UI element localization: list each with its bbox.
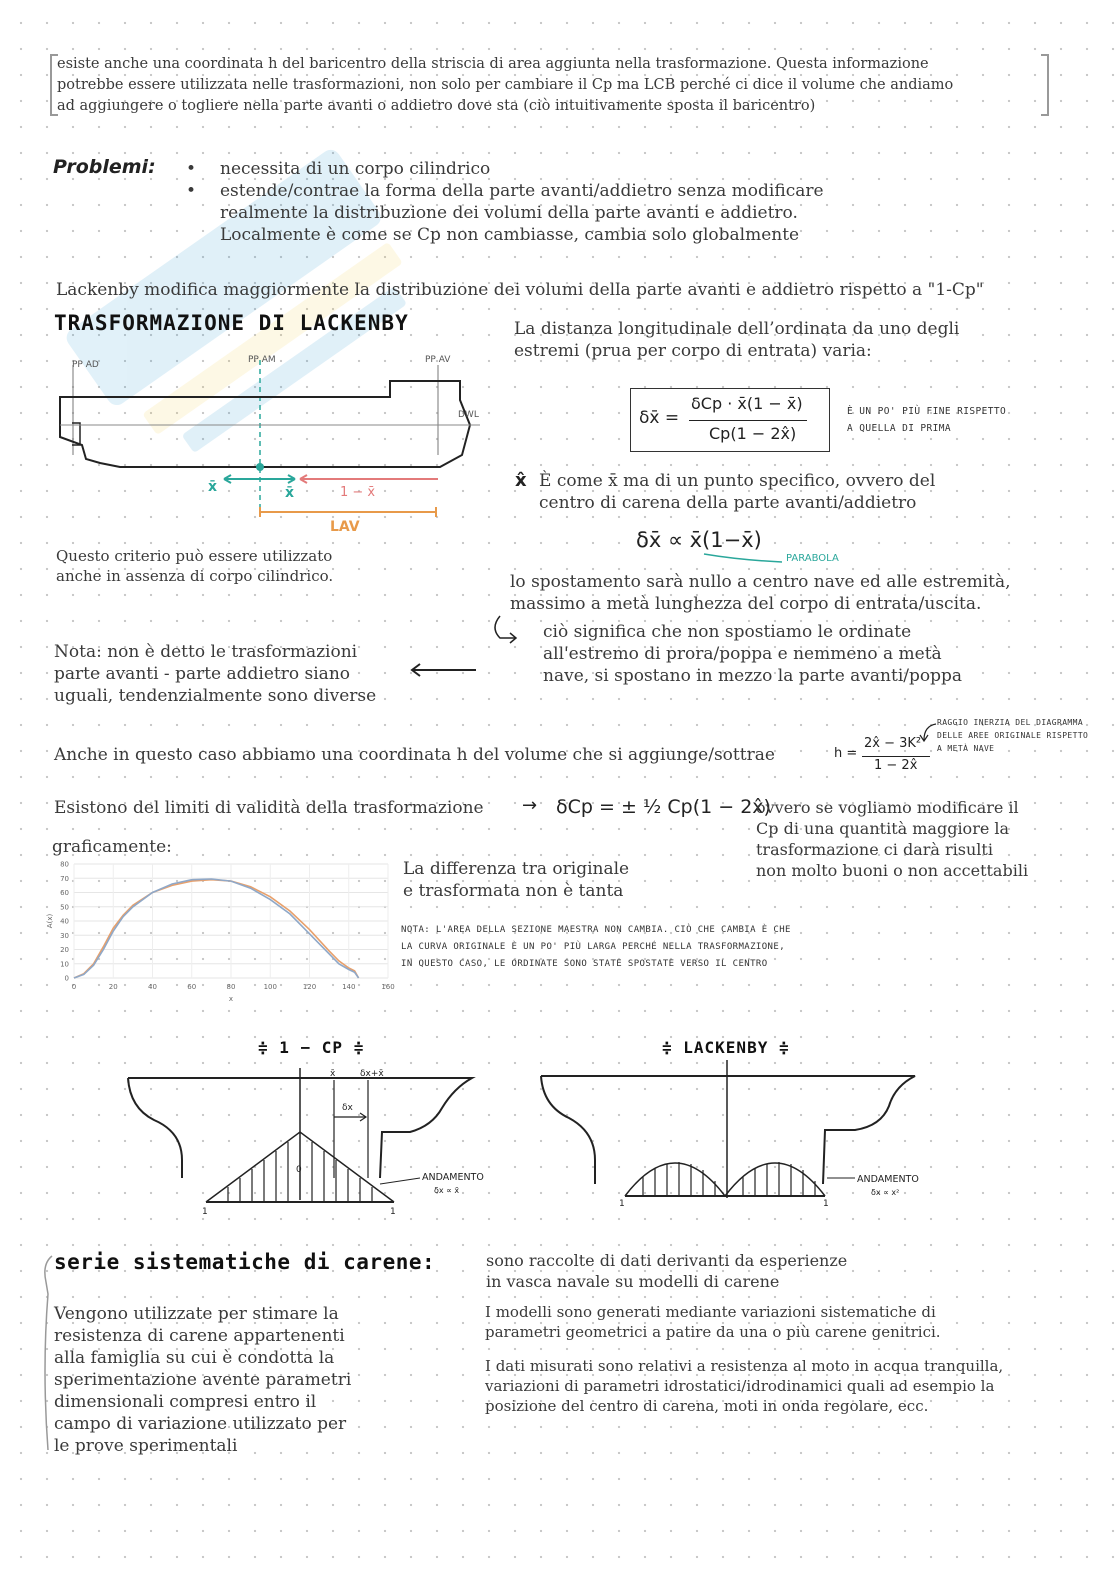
list-item: • estende/contrae la forma della parte avanti/addietro senza modificare: [186, 181, 824, 201]
serie-dati-text: I dati misurati sono relativi a resistenza al moto in acqua tranquilla, variazioni di parametri idrostatici/idrodinamici quali ad esempio la posizione del centro di carena, moti in onda regolare, ecc.: [485, 1357, 1004, 1415]
lackenby-title: TRASFORMAZIONE DI LACKENBY: [54, 311, 409, 335]
parabola-label: PARABOLA: [786, 553, 839, 564]
h-formula-denominator: 1 − 2x̂: [874, 758, 918, 773]
x-tick-label: 120: [302, 983, 317, 991]
andamento-sub-right: δx ∝ x²: [871, 1188, 900, 1197]
xbar-label: x̄: [330, 1069, 336, 1079]
left-arrow-icon: [408, 660, 480, 680]
x-tick-label: 20: [108, 983, 118, 991]
limiti-text: Esistono del limiti di validità della trasformazione: [54, 798, 484, 818]
dx-plus-x-label: δx+x̄: [360, 1069, 384, 1079]
area-curve-chart: [46, 858, 396, 1004]
xhat-text: È come x̄ ma di un punto specifico, ovvero del centro di carena della parte avanti/addietro: [539, 471, 936, 513]
y-tick-label: 70: [60, 874, 69, 883]
one-minus-x-label: 1 − x̄: [340, 485, 376, 500]
diagram-lackenby: [535, 1060, 935, 1220]
ship-profile-diagram: [50, 345, 490, 540]
intro-line-1: esiste anche una coordinata h del baricentro della striscia di area aggiunta nella trasformazione. Questa informazione: [57, 56, 929, 72]
dwl-label: DWL: [458, 410, 479, 420]
x-tick-label: 140: [342, 983, 356, 991]
intro-paragraph: [57, 54, 1047, 117]
andamento-sub-left: δx ∝ x̄: [434, 1186, 460, 1195]
criterio-text: Questo criterio può essere utilizzato anche in assenza di corpo cilindrico.: [56, 547, 334, 585]
serie-modelli-text: I modelli sono generati mediante variazioni sistematiche di parametri geometrici a patire da una o più carene genitrici.: [485, 1303, 941, 1341]
formula-numerator: δCp · x̄(1 − x̄): [691, 394, 803, 413]
x-tick-label: 40: [148, 983, 157, 991]
one-left-label: 1: [202, 1207, 208, 1217]
h-formula-numerator: 2x̂ − 3K²: [864, 736, 922, 751]
h-formula-bar: [862, 756, 930, 757]
serie-sono-text: sono raccolte di dati derivanti da esperienze in vasca navale su modelli di carene: [486, 1251, 848, 1291]
intro-line-2: potrebbe essere utilizzata nelle trasformazioni, non solo per cambiare il Cp ma LCB perché ci dice il volume che andiamo: [57, 77, 954, 93]
chart-nota-text: NOTA: L'AREA DELLA SEZIONE MAESTRA NON CAMBIA. CIÒ CHE CAMBIA È CHE LA CURVA ORIGINALE È UN PO' PIÙ LARGA PERCHÉ NELLA TRASFORMAZIONE, IN QUESTO CASO, LE ORDINATE SONO STATE SPOSTATE VERSO IL CENTRO: [401, 925, 791, 969]
series-line-trasformata: [74, 879, 359, 978]
x-mid-label: x̄: [285, 485, 295, 501]
y-tick-label: 20: [60, 946, 69, 954]
pp-ad-label: PP AD: [72, 360, 99, 370]
cio-text: ciò significa che non spostiamo le ordinate all'estremo di prora/poppa e nemmeno a metà nave, si spostano in mezzo la parte avanti/poppa: [543, 622, 963, 686]
one-right-label-lackenby: 1: [823, 1199, 829, 1209]
list-item: • necessita di un corpo cilindrico: [186, 159, 491, 179]
diagram-1cp-title: ≑ 1 − CP ≑: [258, 1038, 365, 1057]
ovvero-text: ovvero se vogliamo modificare il Cp di una quantità maggiore la trasformazione ci darà risulti non molto buoni o non accettabili: [756, 798, 1029, 880]
x-tick-label: 100: [263, 983, 277, 991]
andamento-label-left: ANDAMENTO: [422, 1172, 484, 1183]
dx-label: δx: [342, 1103, 353, 1113]
diagram-lackenby-title: ≑ LACKENBY ≑: [662, 1038, 790, 1057]
distanza-text: La distanza longitudinale dell’ordinata da uno degli estremi (prua per corpo di entrata) varia:: [514, 319, 960, 361]
graficamente-label: graficamente:: [52, 837, 172, 857]
curved-arrow-icon: [488, 612, 524, 648]
y-tick-label: 60: [60, 889, 69, 897]
x-axis-label: x: [228, 995, 234, 1003]
formula-lhs: δx̄ =: [639, 408, 680, 428]
problemi-label: Problemi:: [53, 156, 156, 178]
limiti-arrow: →: [522, 795, 538, 816]
x-tick-label: 80: [226, 983, 236, 991]
x-tick-label: 60: [187, 983, 197, 991]
parabola-underline: [700, 550, 790, 570]
proportional-formula: δx̄ ∝ x̄(1−x̄): [636, 528, 762, 552]
x-tick-label: 160: [381, 983, 395, 991]
serie-vengono-text: Vengono utilizzate per stimare la resistenza di carene appartenenti alla famiglia su cui è condotta la sperimentazione avente parametri dimensionali compresi entro il campo di variazione utilizzato per le prove sperimentali: [54, 1304, 352, 1456]
intro-line-3: ad aggiungere o togliere nella parte avanti o addietro dove sta (ciò intuitivamente sposta il baricentro): [57, 98, 816, 114]
y-axis-label: A(x): [46, 913, 54, 929]
one-right-label: 1: [390, 1207, 396, 1217]
y-tick-label: 80: [60, 860, 69, 869]
h-coord-text: Anche in questo caso abbiamo una coordinata h del volume che si aggiunge/sottrae: [54, 745, 775, 765]
y-tick-label: 40: [60, 917, 69, 926]
nota-text: Nota: non è detto le trasformazioni parte avanti - parte addietro siano uguali, tendenzialmente sono diverse: [54, 642, 377, 706]
problemi-list: • necessita di un corpo cilindrico • estende/contrae la forma della parte avanti/addietro senza modificare realmente la distribuzione dei volumi della parte avanti e addietro. Localmente è come se Cp non cambiasse, cambia solo globalmente: [220, 158, 920, 246]
h-formula-lhs: h =: [834, 746, 858, 761]
pp-av-label: PP AV: [425, 355, 451, 365]
x-left-label: x̄: [208, 479, 218, 495]
x-tick-label: 0: [71, 983, 77, 991]
pp-am-label: PP AM: [248, 355, 276, 365]
y-tick-label: 10: [60, 960, 69, 969]
andamento-label-right: ANDAMENTO: [857, 1174, 919, 1185]
zero-label: 0: [296, 1165, 302, 1175]
lav-label: LAV: [330, 519, 360, 535]
one-left-label-lackenby: 1: [619, 1199, 625, 1209]
formula-note: È UN PO' PIÙ FINE RISPETTO A QUELLA DI PRIMA: [847, 406, 1007, 434]
y-tick-label: 50: [60, 903, 69, 912]
y-tick-label: 30: [60, 931, 69, 940]
y-tick-label: 0: [64, 974, 69, 983]
formula-denominator: Cp(1 − 2x̂): [709, 424, 797, 443]
chart-diff-text: La differenza tra originale e trasformata non è tanta: [403, 859, 630, 901]
limiti-formula: δCp = ± ½ Cp(1 − 2x̂): [556, 796, 771, 818]
diagram-1cp: [120, 1060, 500, 1220]
formula-bar: [689, 420, 807, 421]
lackenby-formula-box: [630, 388, 830, 452]
lackenby-intro: Lackenby modifica maggiormente la distribuzione dei volumi della parte avanti e addietro rispetto a "1-Cp": [56, 280, 984, 300]
xhat-symbol: x̂: [515, 470, 527, 491]
serie-title: serie sistematiche di carene:: [54, 1250, 436, 1274]
h-coord-note: RAGGIO INERZIA DEL DIAGRAMMA DELLE AREE ORIGINALE RISPETTO A METÀ NAVE: [937, 718, 1089, 753]
spostamento-text: lo spostamento sarà nullo a centro nave ed alle estremità, massimo a metà lunghezza del corpo di entrata/uscita.: [510, 572, 1011, 614]
